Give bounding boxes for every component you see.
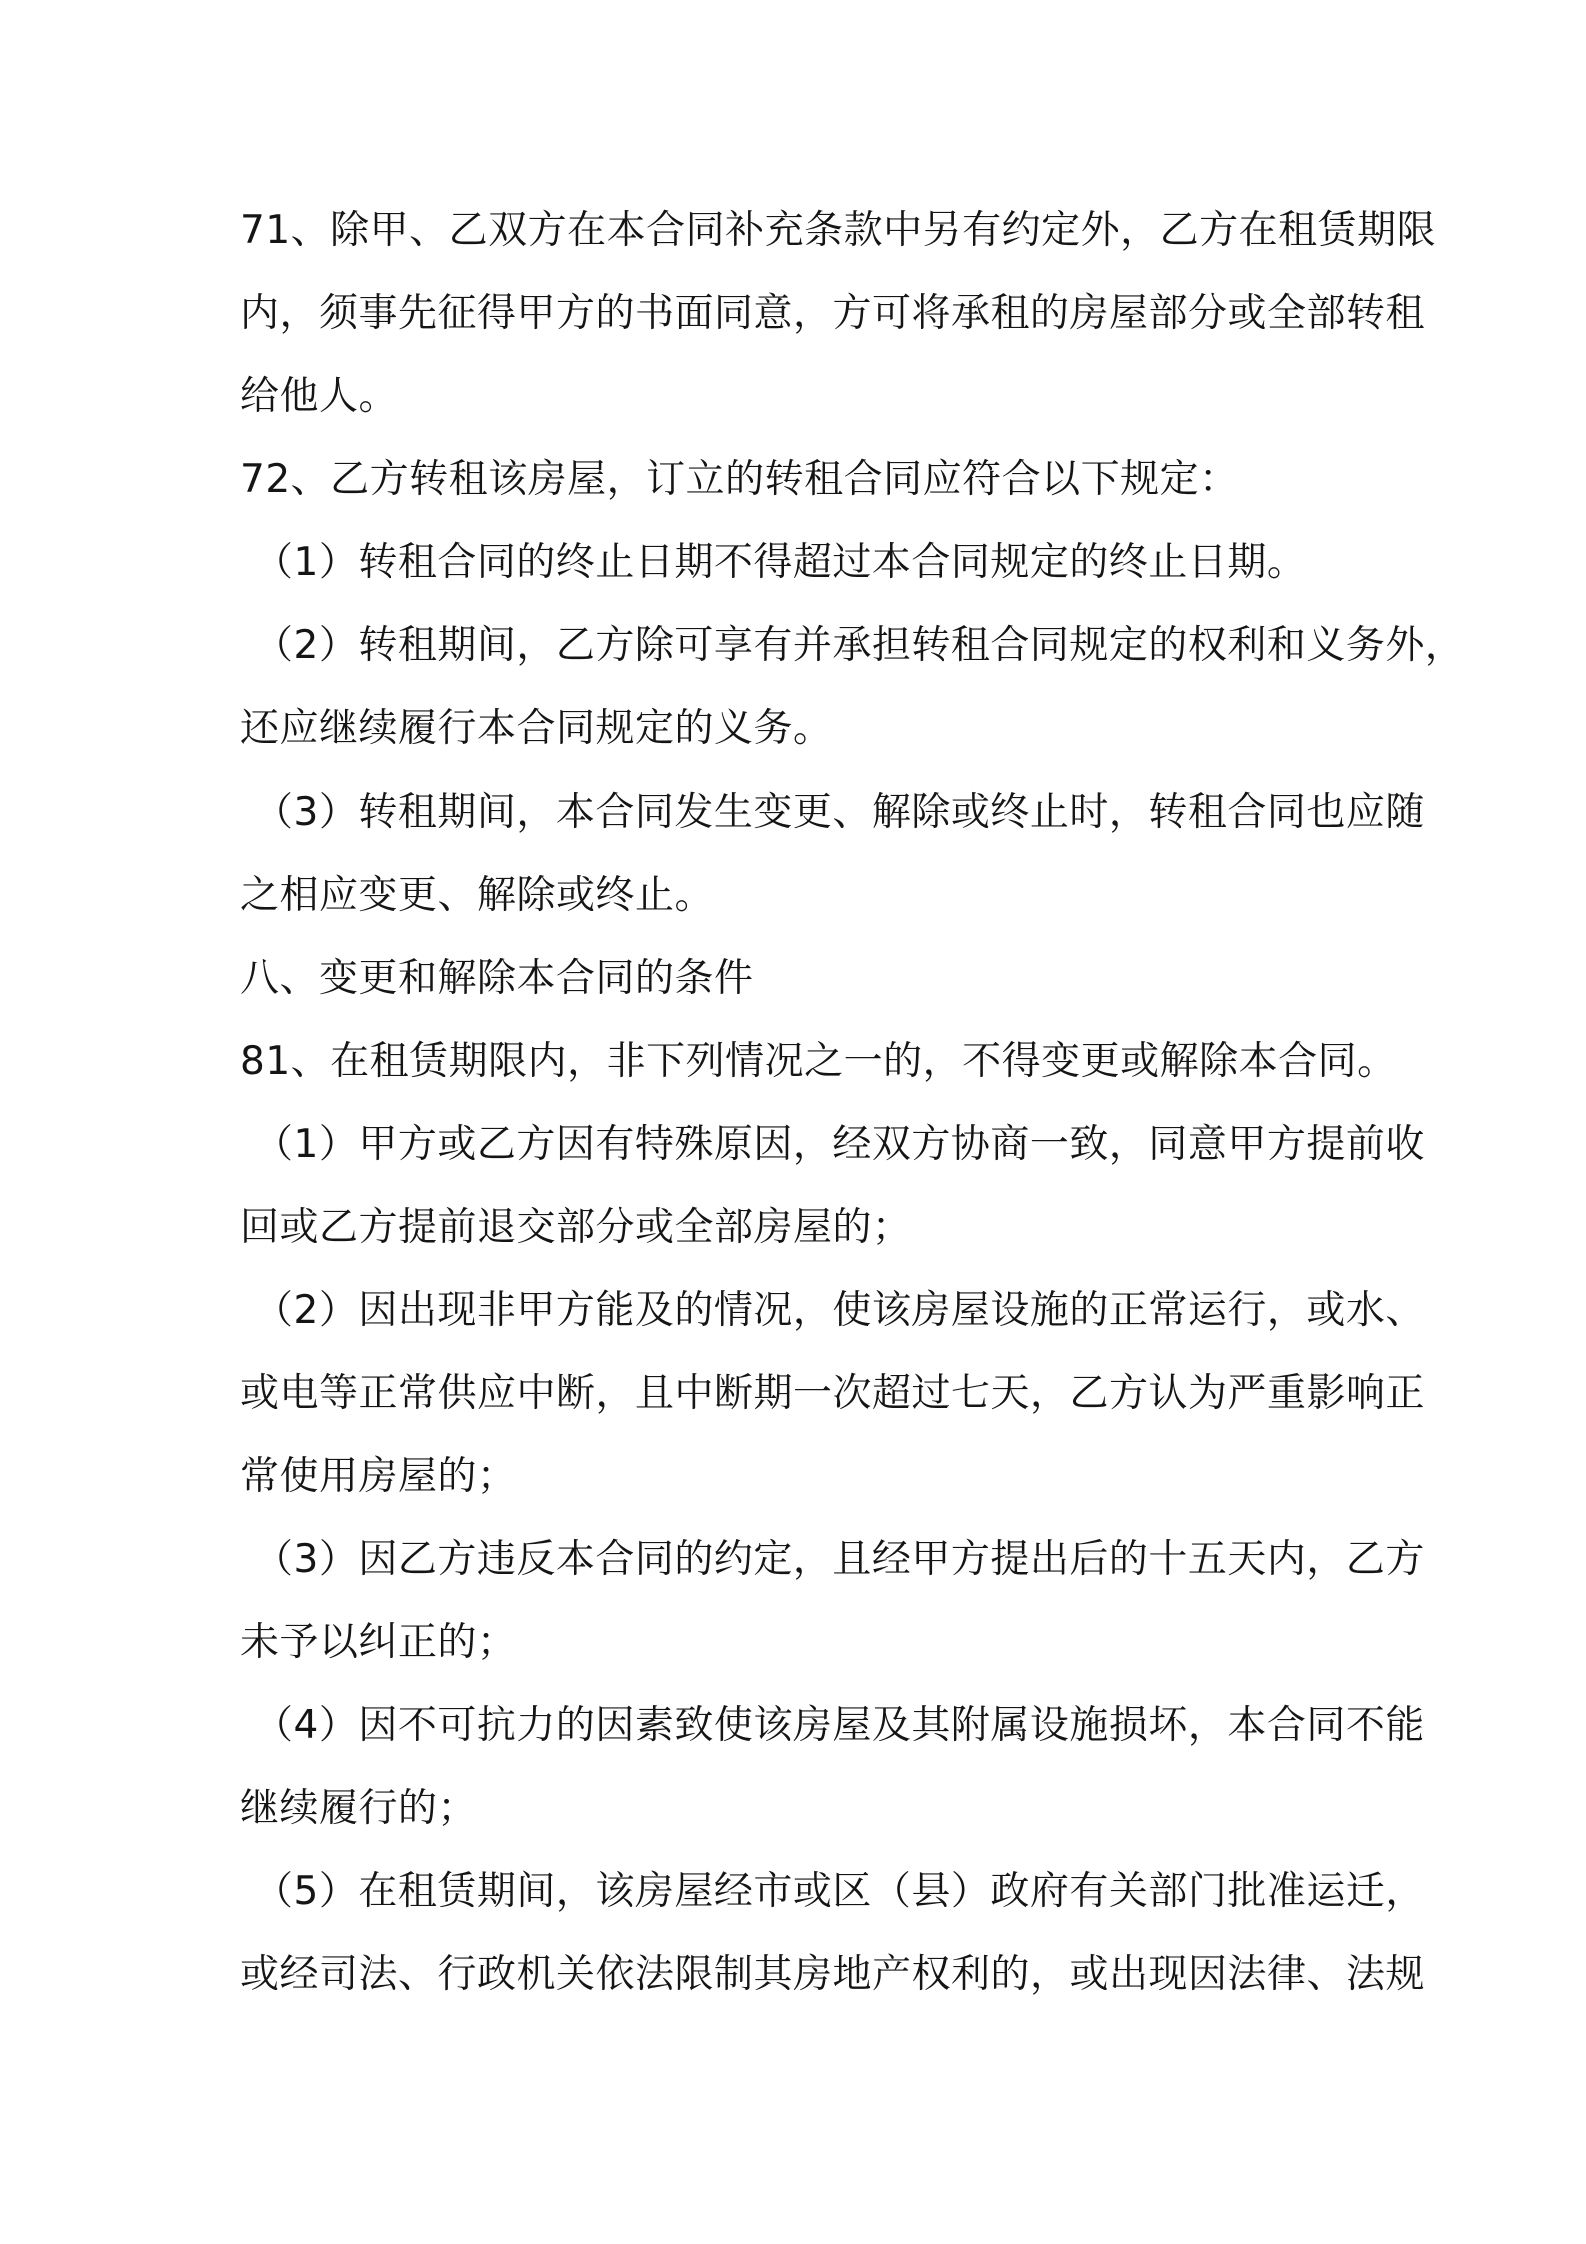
clause-81-item-2-line-2: 或电等正常供应中断，且中断期一次超过七天，乙方认为严重影响正 xyxy=(240,1371,1426,1416)
clause-71-line-1: 71、除甲、乙双方在本合同补充条款中另有约定外，乙方在租赁期限 xyxy=(240,208,1437,253)
clause-72-heading: 72、乙方转租该房屋，订立的转租合同应符合以下规定： xyxy=(240,457,1239,502)
clause-72-item-2-line-1: （2）转租期间，乙方除可享有并承担转租合同规定的权利和义务外， xyxy=(254,623,1465,668)
clause-72-item-3-line-2: 之相应变更、解除或终止。 xyxy=(240,873,715,918)
clause-72-item-2-line-2: 还应继续履行本合同规定的义务。 xyxy=(240,706,833,751)
clause-81-item-2-line-1: （2）因出现非甲方能及的情况，使该房屋设施的正常运行，或水、 xyxy=(254,1288,1425,1333)
clause-72-item-1: （1）转租合同的终止日期不得超过本合同规定的终止日期。 xyxy=(254,540,1307,585)
clause-81-heading: 81、在租赁期限内，非下列情况之一的，不得变更或解除本合同。 xyxy=(240,1039,1397,1084)
clause-81-item-3-line-1: （3）因乙方违反本合同的约定，且经甲方提出后的十五天内，乙方 xyxy=(254,1537,1425,1582)
clause-81-item-2-line-3: 常使用房屋的； xyxy=(240,1454,517,1499)
clause-81-item-3-line-2: 未予以纠正的； xyxy=(240,1620,517,1665)
clause-71-line-2: 内，须事先征得甲方的书面同意，方可将承租的房屋部分或全部转租 xyxy=(240,291,1426,336)
clause-81-item-4-line-1: （4）因不可抗力的因素致使该房屋及其附属设施损坏，本合同不能 xyxy=(254,1703,1425,1748)
clause-81-item-4-line-2: 继续履行的； xyxy=(240,1786,478,1831)
section-8-heading: 八、变更和解除本合同的条件 xyxy=(240,956,754,1001)
clause-81-item-5-line-1: （5）在租赁期间，该房屋经市或区（县）政府有关部门批准运迁， xyxy=(254,1869,1425,1914)
clause-72-item-3-line-1: （3）转租期间，本合同发生变更、解除或终止时，转租合同也应随 xyxy=(254,790,1425,835)
clause-81-item-5-line-2: 或经司法、行政机关依法限制其房地产权利的，或出现因法律、法规 xyxy=(240,1952,1426,1997)
clause-71-line-3: 给他人。 xyxy=(240,374,399,419)
clause-81-item-1-line-1: （1）甲方或乙方因有特殊原因，经双方协商一致，同意甲方提前收 xyxy=(254,1122,1425,1167)
clause-81-item-1-line-2: 回或乙方提前退交部分或全部房屋的； xyxy=(240,1205,912,1250)
